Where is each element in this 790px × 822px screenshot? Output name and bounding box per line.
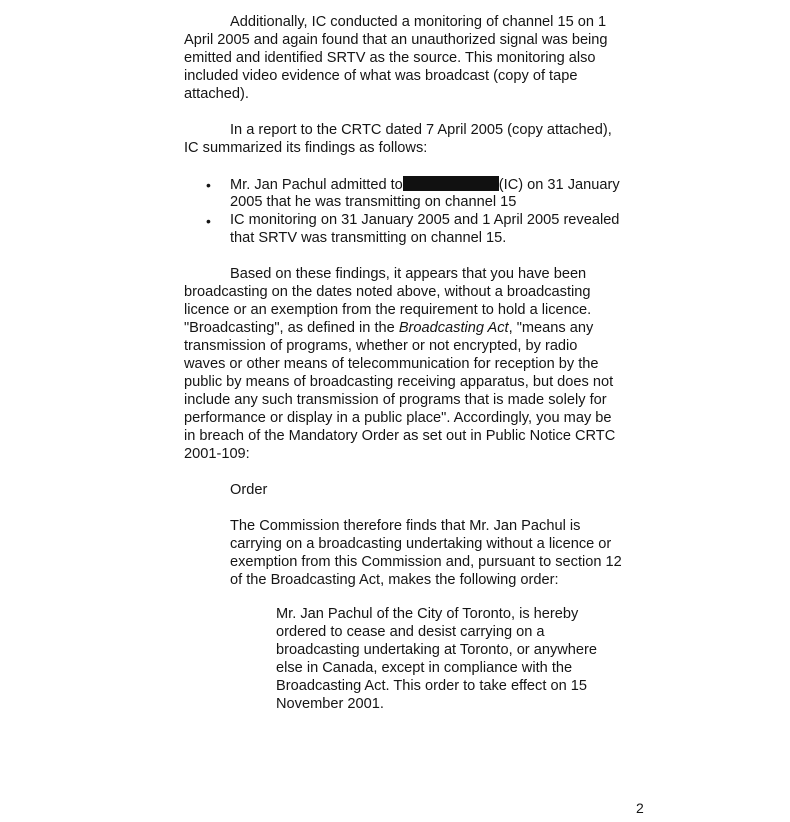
bullet-1-text-after-redaction: (IC) on 31 January: [498, 177, 620, 193]
bullet-2-line-1: IC monitoring on 31 January 2005 and 1 April 2005 revealed: [230, 212, 620, 228]
paragraph-3-line-4: [184, 320, 593, 337]
paragraph-4-line-4: of the Broadcasting Act, makes the following order:: [230, 572, 559, 588]
paragraph-2-line-1: In a report to the CRTC dated 7 April 2005 (copy attached),: [230, 122, 612, 138]
paragraph-1-line-4: included video evidence of what was broadcast (copy of tape: [184, 68, 578, 84]
paragraph-2-line-2: IC summarized its findings as follows:: [184, 140, 428, 156]
order-text-line-4: else in Canada, except in compliance with the: [276, 660, 573, 676]
bullet-marker-2: •: [206, 213, 211, 229]
order-text-line-1: Mr. Jan Pachul of the City of Toronto, is hereby: [276, 606, 579, 622]
order-text-line-3: broadcasting undertaking at Toronto, or anywhere: [276, 642, 597, 658]
redaction-bar: [403, 176, 499, 191]
definition-quote-start: , "means any: [508, 320, 594, 336]
paragraph-3-line-3: licence or an exemption from the requirement to hold a licence.: [184, 302, 592, 318]
paragraph-3-line-7: public by means of broadcasting receiving apparatus, but does not: [184, 374, 614, 390]
order-text-line-2: ordered to cease and desist carrying on a: [276, 624, 545, 640]
paragraph-1-line-5: attached).: [184, 86, 249, 102]
paragraph-3-line-11: 2001-109:: [184, 446, 250, 462]
paragraph-3-line-2: broadcasting on the dates noted above, without a broadcasting: [184, 284, 591, 300]
paragraph-1-line-2: April 2005 and again found that an unauthorized signal was being: [184, 32, 608, 48]
page-number: 2: [636, 800, 644, 816]
paragraph-3-line-10: in breach of the Mandatory Order as set out in Public Notice CRTC: [184, 428, 616, 444]
paragraph-4-line-3: exemption from this Commission and, pursuant to section 12: [230, 554, 622, 570]
paragraph-1-line-1: Additionally, IC conducted a monitoring of channel 15 on 1: [230, 14, 607, 30]
paragraph-3-line-9: performance or display in a public place". Accordingly, you may be: [184, 410, 612, 426]
bullet-2-line-2: that SRTV was transmitting on channel 15.: [230, 230, 507, 246]
bullet-1-text-before-redaction: Mr. Jan Pachul admitted to: [230, 177, 403, 193]
paragraph-1-line-3: emitted and identified SRTV as the source. This monitoring also: [184, 50, 596, 66]
paragraph-3-line-1: Based on these findings, it appears that you have been: [230, 266, 587, 282]
bullet-marker-1: •: [206, 177, 211, 193]
definition-intro-text: "Broadcasting", as defined in the: [184, 320, 399, 336]
paragraph-3-line-6: waves or other means of telecommunication for reception by the: [184, 356, 599, 372]
order-text-line-6: November 2001.: [276, 696, 384, 712]
paragraph-3-line-5: transmission of programs, whether or not encrypted, by radio: [184, 338, 578, 354]
paragraph-3-line-8: include any such transmission of programs that is made solely for: [184, 392, 607, 408]
bullet-1-line-1: [230, 176, 620, 194]
paragraph-4-line-2: carrying on a broadcasting undertaking without a licence or: [230, 536, 612, 552]
order-heading: Order: [230, 482, 268, 498]
order-text-line-5: Broadcasting Act. This order to take effect on 15: [276, 678, 587, 694]
paragraph-4-line-1: The Commission therefore finds that Mr. Jan Pachul is: [230, 518, 581, 534]
bullet-1-line-2: 2005 that he was transmitting on channel 15: [230, 194, 517, 210]
broadcasting-act-title: Broadcasting Act: [398, 320, 509, 336]
